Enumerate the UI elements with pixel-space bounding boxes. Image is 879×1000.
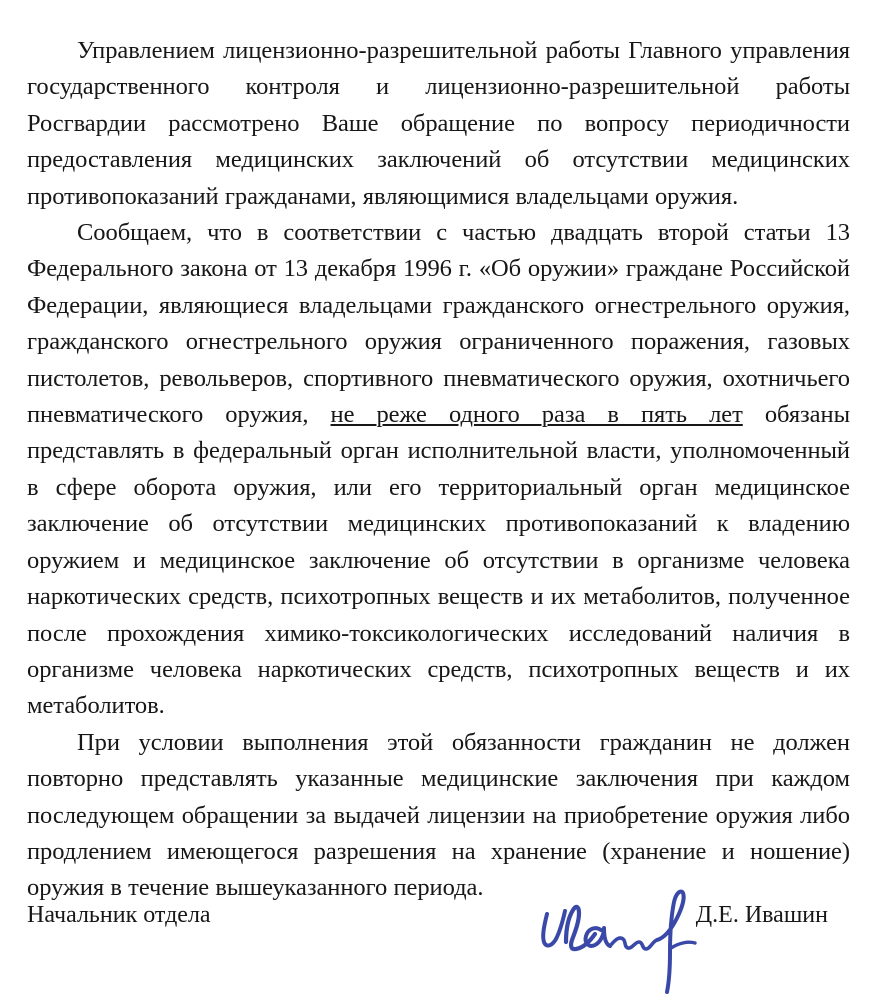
document-body bbox=[27, 33, 850, 907]
underlined-phrase: не реже одного раза в пять лет bbox=[330, 401, 743, 429]
handwritten-signature-icon bbox=[525, 870, 745, 1000]
signature-block bbox=[27, 888, 850, 988]
paragraph-3: При условии выполнения этой обязанности гражданин не должен повторно представлять указанные медицинские заключения при каждом последующем обращении за выдачей лицензии на приобретение оружия либо продлением имеющегося разрешения на хранение (хранение и ношение) оружия в течение вышеуказанного периода. bbox=[27, 728, 850, 902]
paragraph-1: Управлением лицензионно-разрешительной работы Главного управления государственного контроля и лицензионно-разрешительной работы Росгвардии рассмотрено Ваше обращение по вопросу периодичности предоставления медицинских заключений об отсутствии медицинских противопоказаний гражданами, являющимися владельцами оружия. bbox=[27, 37, 850, 210]
paragraph-2-text-before-underline: Сообщаем, что в соответствии с частью двадцать второй статьи 13 Федерального закона от 13 декабря 1996 г. «Об оружии» граждане Российской Федерации, являющиеся владельцами гражданского огнестрельного оружия, гражданского огнестрельного оружия ограниченного поражения, газовых пистолетов, револьверов, спортивного пневматического оружия, охотничьего пневматического оружия, bbox=[27, 219, 850, 429]
paragraph-2 bbox=[27, 215, 850, 725]
paragraph-2-text-after-underline: обязаны представлять в федеральный орган исполнительной власти, уполномоченный в сфере оборота оружия, или его территориальный орган медицинское заключение об отсутствии медицинских противопоказаний к владению оружием и медицинское заключение об отсутствии в организме человека наркотических средств, психотропных веществ и их метаболитов, полученное после прохождения химико-токсикологических исследований наличия в организме человека наркотических средств, психотропных веществ и их метаболитов. bbox=[27, 401, 850, 720]
signatory-role: Начальник отдела bbox=[27, 902, 211, 928]
signatory-name: Д.Е. Ивашин bbox=[695, 902, 828, 928]
